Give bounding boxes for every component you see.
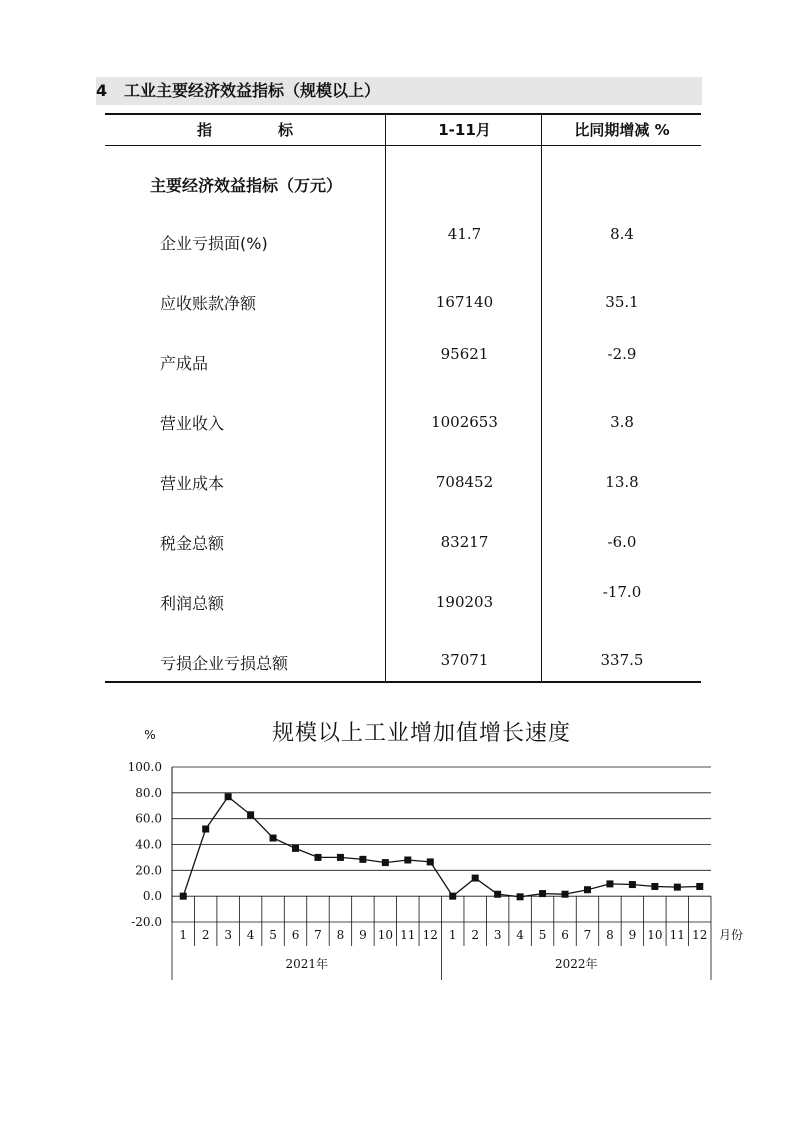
x-tick-label: 10: [377, 928, 393, 942]
section-number: 4: [96, 81, 108, 100]
row-value: 37071: [440, 651, 489, 669]
x-tick-label: 8: [336, 928, 345, 942]
x-tick-label: 8: [606, 928, 614, 942]
data-point: [674, 884, 681, 891]
data-point: [404, 857, 411, 864]
row-value: 708452: [435, 473, 494, 491]
data-point: [606, 880, 613, 887]
x-tick-label: 12: [422, 928, 438, 942]
row-value: 95621: [440, 345, 489, 363]
table-column-divider: [385, 113, 386, 683]
row-name: 产成品: [160, 354, 209, 373]
y-tick-label: -20.0: [131, 915, 162, 929]
x-tick-label: 12: [692, 928, 708, 942]
chart-title: 规模以上工业增加值增长速度: [271, 721, 572, 746]
row-name: 企业亏损面(%): [160, 234, 268, 253]
section-title-bar: [96, 77, 702, 105]
x-tick-label: 11: [400, 928, 416, 942]
row-value: 41.7: [447, 225, 482, 243]
data-point: [292, 845, 299, 852]
data-point: [584, 886, 591, 893]
row-value: 167140: [435, 293, 494, 311]
row-name: 营业收入: [160, 414, 225, 433]
row-name: 利润总额: [160, 594, 225, 613]
y-tick-label: 80.0: [135, 785, 162, 800]
row-change: -2.9: [607, 345, 637, 363]
x-tick-label: 1: [448, 928, 457, 942]
x-tick-label: 5: [538, 928, 547, 942]
x-tick-label: 9: [628, 928, 637, 942]
row-change: -17.0: [602, 583, 642, 601]
x-tick-label: 6: [291, 928, 300, 942]
data-point: [270, 835, 277, 842]
y-tick-label: 20.0: [135, 863, 162, 878]
row-name: 税金总额: [160, 534, 225, 553]
row-change: -6.0: [607, 533, 637, 551]
table-bottom-rule: [105, 681, 701, 683]
data-point: [651, 883, 658, 890]
x-tick-label: 4: [516, 928, 524, 942]
x-tick-label: 1: [179, 928, 188, 942]
row-value: 190203: [435, 593, 494, 611]
x-tick-label: 6: [561, 928, 569, 942]
x-tick-label: 3: [224, 928, 232, 942]
data-point: [539, 890, 546, 897]
y-tick-label: 0.0: [142, 889, 162, 904]
section-title: 工业主要经济效益指标（规模以上）: [124, 81, 381, 100]
x-tick-label: 4: [246, 928, 255, 942]
row-change: 35.1: [605, 293, 639, 311]
data-point: [696, 883, 703, 890]
row-change: 337.5: [600, 651, 644, 669]
data-point: [180, 893, 187, 900]
data-point: [247, 811, 254, 818]
x-axis-label: 月份: [718, 928, 744, 942]
table-header-rule: [105, 145, 701, 146]
row-name: 应收账款净额: [160, 294, 257, 313]
header-indicator: 指标: [196, 121, 359, 139]
data-point: [427, 858, 434, 865]
data-point: [494, 891, 501, 898]
data-point: [629, 881, 636, 888]
header-yoy: 比同期增减 %: [574, 121, 670, 139]
data-point: [517, 893, 524, 900]
group-label: 2022年: [554, 957, 598, 971]
y-tick-label: 40.0: [135, 837, 162, 852]
y-tick-label: 100.0: [127, 760, 162, 774]
data-point: [337, 854, 344, 861]
x-tick-label: 7: [583, 928, 592, 942]
group-label: 主要经济效益指标（万元）: [150, 176, 343, 195]
growth-chart: [100, 712, 760, 987]
data-point: [359, 856, 366, 863]
data-point: [314, 854, 321, 861]
row-change: 13.8: [605, 473, 639, 491]
row-change: 8.4: [610, 225, 634, 243]
x-tick-label: 3: [493, 928, 502, 942]
y-axis-unit: %: [144, 728, 156, 742]
header-period: 1-11月: [438, 121, 491, 139]
x-tick-label: 2: [471, 928, 480, 942]
row-value: 1002653: [431, 413, 498, 431]
data-point: [202, 826, 209, 833]
series-line: [183, 797, 700, 897]
row-value: 83217: [440, 533, 489, 551]
data-point: [225, 793, 232, 800]
data-point: [449, 893, 456, 900]
group-label: 2021年: [285, 957, 329, 971]
data-point: [382, 859, 389, 866]
data-point: [472, 875, 479, 882]
data-point: [562, 891, 569, 898]
x-tick-label: 9: [359, 928, 367, 942]
indicator-table: [105, 113, 701, 684]
x-tick-label: 2: [201, 928, 210, 942]
y-tick-label: 60.0: [135, 811, 162, 826]
row-name: 亏损企业亏损总额: [160, 654, 289, 673]
row-name: 营业成本: [160, 474, 225, 493]
x-tick-label: 7: [314, 928, 322, 942]
x-tick-label: 5: [269, 928, 277, 942]
x-tick-label: 11: [669, 928, 685, 942]
x-tick-label: 10: [647, 928, 663, 942]
row-change: 3.8: [610, 413, 634, 431]
